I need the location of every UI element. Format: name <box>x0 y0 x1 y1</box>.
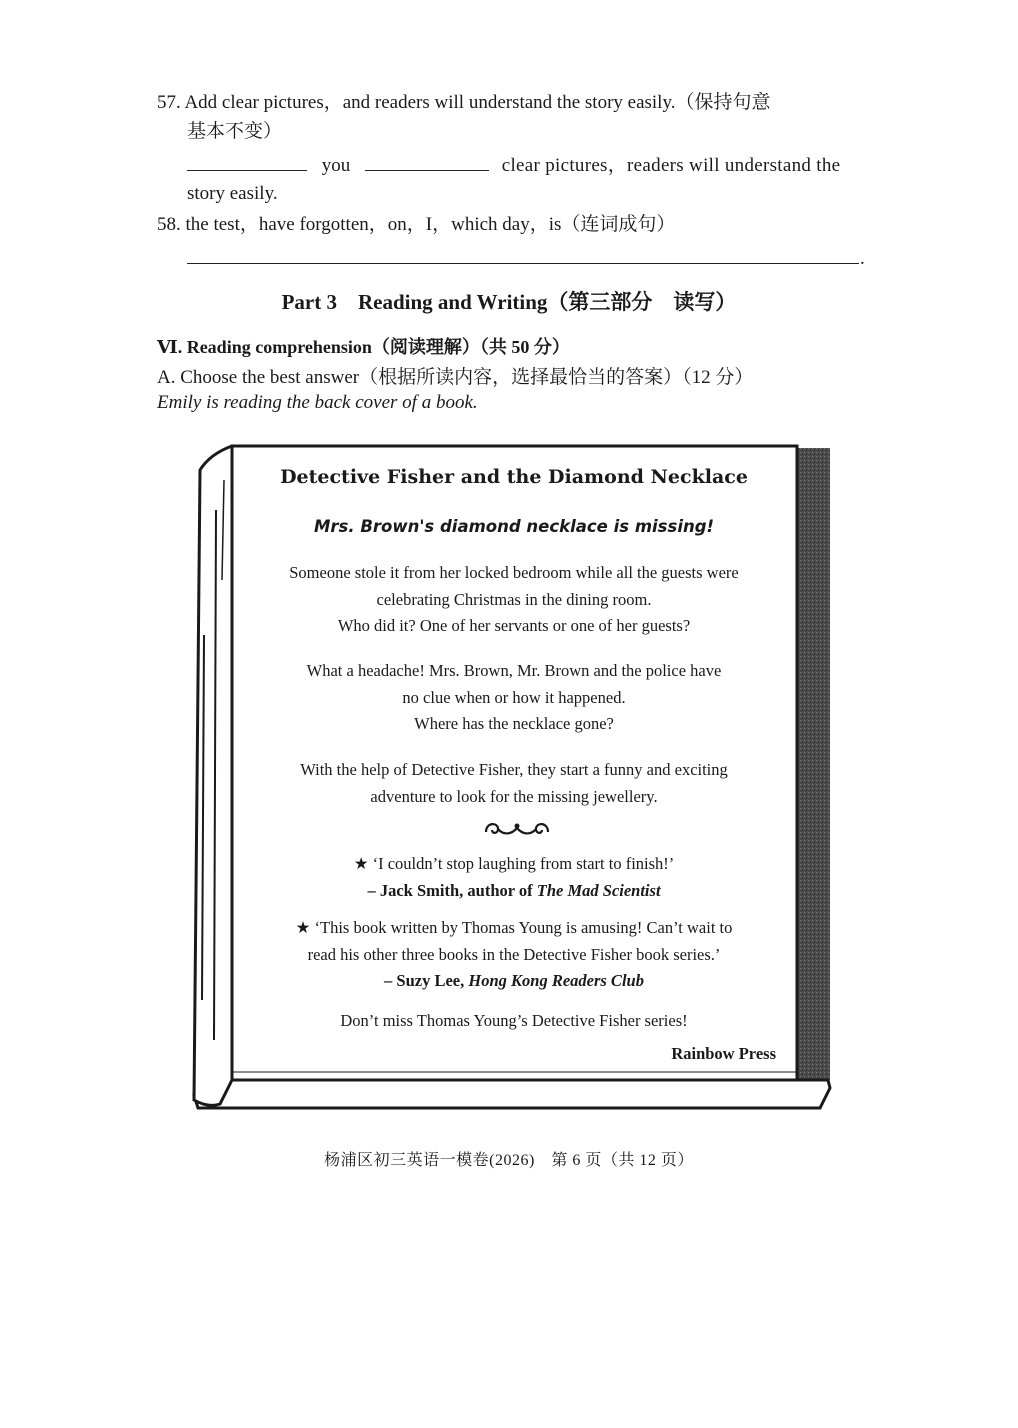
book-title: Detective Fisher and the Diamond Necklace <box>280 466 748 488</box>
book-page-edge <box>797 448 830 1080</box>
question-number: 57. <box>157 92 181 113</box>
book-paragraph-1 <box>232 560 796 640</box>
section-heading: Ⅵ. Reading comprehension（阅读理解）（共 50 分） <box>157 337 570 357</box>
text-line: celebrating Christmas in the dining room. <box>376 589 652 609</box>
answer-line-58[interactable] <box>187 263 859 264</box>
question-number: 58. <box>157 214 181 235</box>
text-line: adventure to look for the missing jewellery. <box>370 786 658 806</box>
review-1 <box>232 851 796 904</box>
answer-blank-2[interactable] <box>365 150 489 171</box>
blank-connector: you <box>321 155 351 176</box>
scenario-text: Emily is reading the back cover of a book. <box>157 392 478 413</box>
part-title: Part 3 Reading and Writing（第三部分 读写） <box>281 290 737 314</box>
book-closing-line: Don’t miss Thomas Young’s Detective Fisher series! <box>340 1011 688 1030</box>
review-attribution <box>232 968 796 995</box>
swirl-ornament-icon <box>482 818 552 840</box>
review-quote: read his other three books in the Detective Fisher book series.’ <box>307 944 721 964</box>
question-text: clear pictures，readers will understand the <box>501 155 841 176</box>
book-bottom-edge <box>194 1080 830 1108</box>
publisher-name: Rainbow Press <box>671 1044 776 1063</box>
attribution-name: – Suzy Lee, <box>384 971 469 990</box>
text-line: Where has the necklace gone? <box>414 714 614 733</box>
book-paragraph-2 <box>232 658 796 738</box>
review-quote: ★ ‘This book written by Thomas Young is amusing! Can’t wait to <box>295 918 733 937</box>
review-quote: ★ ‘I couldn’t stop laughing from start to finish!’ <box>353 854 675 873</box>
question-57-line4: story easily. <box>187 183 278 204</box>
review-attribution <box>232 878 796 905</box>
text-line: Who did it? One of her servants or one of her guests? <box>337 616 691 635</box>
question-text: Add clear pictures，and readers will understand the story easily.（保持句意 <box>184 92 771 113</box>
answer-period: . <box>860 248 865 269</box>
review-2 <box>232 915 796 995</box>
page-footer: 杨浦区初三英语一模卷(2026) 第 6 页（共 12 页） <box>324 1152 694 1169</box>
attribution-name: – Jack Smith, author of <box>367 880 537 900</box>
question-57-line2: 基本不变） <box>187 121 283 142</box>
text-line: What a headache! Mrs. Brown, Mr. Brown and the police have <box>306 661 722 680</box>
section-instruction: A. Choose the best answer（根据所读内容，选择最恰当的答案）（12 分） <box>157 367 754 388</box>
text-line: Someone stole it from her locked bedroom while all the guests were <box>289 563 739 582</box>
text-line: With the help of Detective Fisher, they start a funny and exciting <box>300 760 728 779</box>
question-57-line3 <box>187 150 840 181</box>
book-spine <box>194 446 232 1105</box>
question-text: the test，have forgotten，on，I，which day，is（连词成句） <box>185 214 676 235</box>
attribution-work: The Mad Scientist <box>536 880 661 900</box>
question-58-line1 <box>157 210 675 240</box>
question-57-line1 <box>157 88 770 118</box>
text-line: no clue when or how it happened. <box>402 687 626 707</box>
book-subtitle: Mrs. Brown's diamond necklace is missing! <box>313 517 715 536</box>
book-paragraph-3 <box>232 757 796 810</box>
answer-blank-1[interactable] <box>187 150 307 171</box>
attribution-work: Hong Kong Readers Club <box>468 971 644 990</box>
